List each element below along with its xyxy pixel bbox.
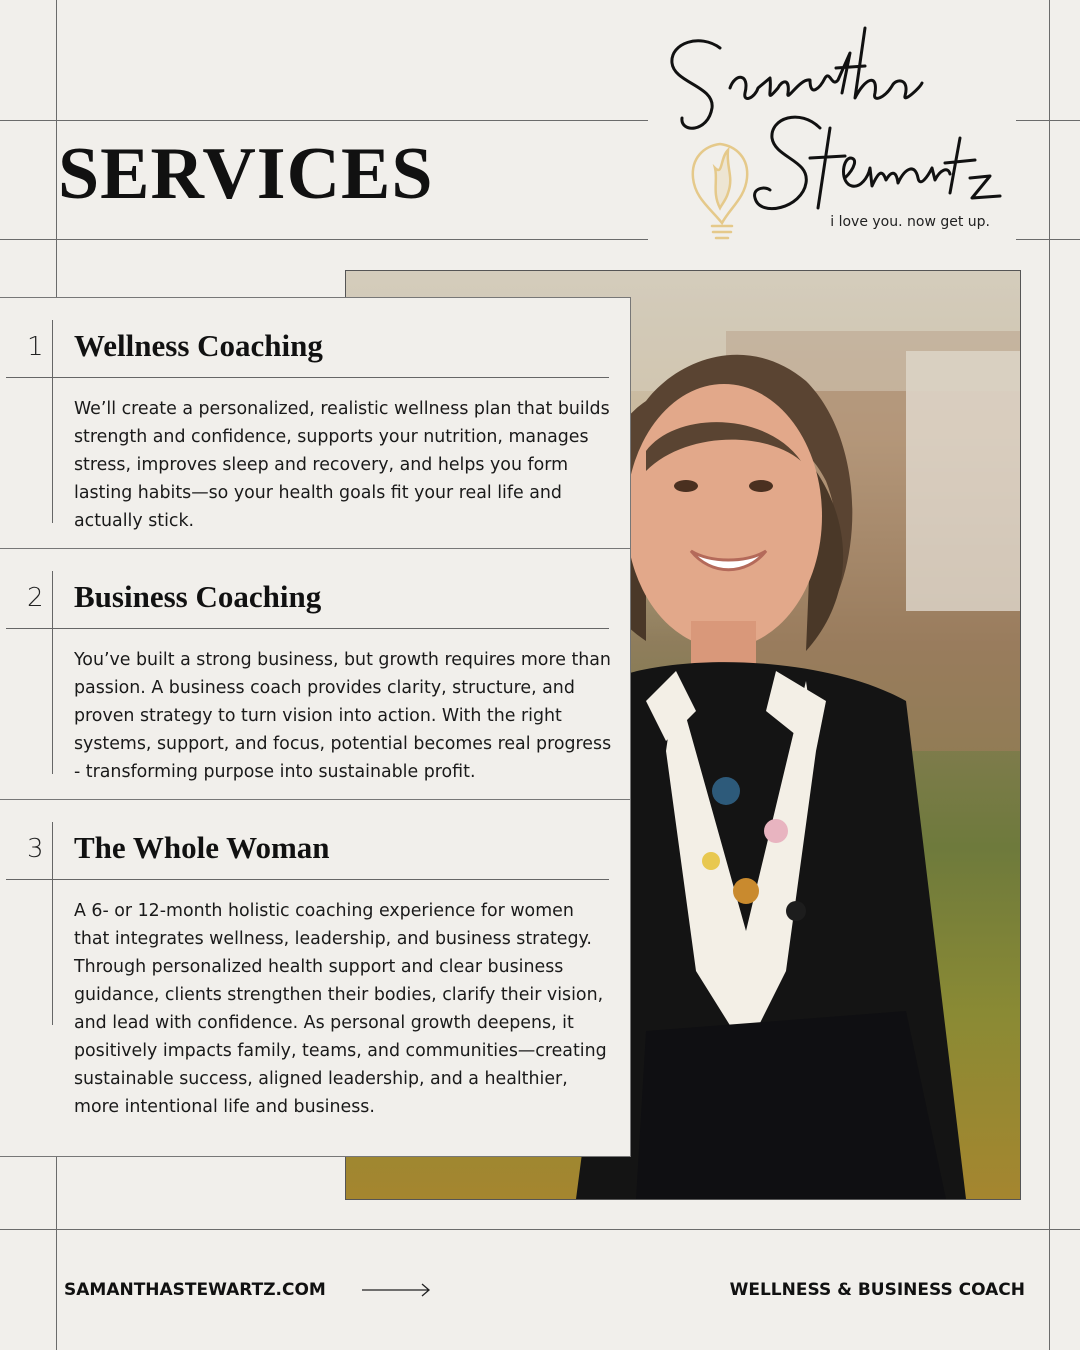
- service-title: Wellness Coaching: [74, 328, 323, 363]
- frame-line-top-left: [0, 120, 648, 121]
- service-description: We’ll create a personalized, realistic wellness plan that builds strength and confidence, supports your nutrition, manages stress, improves sleep and recovery, and helps you form lasting habits—so your health goals fit your real life and actually stick.: [74, 399, 610, 531]
- service-description: You’ve built a strong business, but growth requires more than passion. A business coach provides clarity, structure, and proven strategy to turn vision into action. With the right systems, support, and focus, potential becomes real progress - transforming purpose into sustainable profit.: [74, 650, 612, 782]
- signature-logo-graphic: [660, 8, 1010, 240]
- service-number: 3: [27, 834, 44, 864]
- lightbulb-icon: [693, 144, 747, 238]
- frame-line-left-lower: [56, 1155, 57, 1350]
- services-card: [0, 297, 631, 1157]
- service-title-rule: [6, 377, 609, 378]
- service-vertical-rule: [52, 571, 53, 774]
- frame-line-footer-top: [0, 1229, 1080, 1230]
- service-vertical-rule: [52, 822, 53, 1025]
- arrow-right-icon: [362, 1282, 432, 1298]
- page-title: SERVICES: [58, 133, 434, 215]
- frame-line-heading-bottom: [0, 239, 648, 240]
- brand-logo: [660, 8, 1010, 240]
- website-link[interactable]: SAMANTHASTEWARTZ.COM: [64, 1280, 326, 1300]
- service-title-rule: [6, 879, 609, 880]
- service-number: 1: [27, 332, 44, 362]
- service-title: The Whole Woman: [74, 830, 330, 865]
- frame-line-left: [56, 0, 57, 300]
- service-title: Business Coaching: [74, 579, 322, 614]
- service-item: [0, 800, 630, 1155]
- frame-line-right: [1049, 0, 1050, 1350]
- service-number: 2: [27, 583, 44, 613]
- brand-tagline: i love you. now get up.: [830, 214, 990, 230]
- service-item: [0, 549, 630, 799]
- service-item: [0, 298, 630, 548]
- role-label: WELLNESS & BUSINESS COACH: [729, 1280, 1025, 1300]
- service-vertical-rule: [52, 320, 53, 523]
- frame-line-heading-bottom-right: [1016, 239, 1080, 240]
- service-title-rule: [6, 628, 609, 629]
- frame-line-top-right: [1016, 120, 1080, 121]
- service-description: A 6- or 12-month holistic coaching experience for women that integrates wellness, leadership, and business strategy. Through personalized health support and clear business guidance, clients strengthen their bodies, clarify their vision, and lead with confidence. As personal growth deepens, it positively impacts family, teams, and communities—creating sustainable success, aligned leadership, and a healthier, more intentional life and business.: [74, 901, 607, 1117]
